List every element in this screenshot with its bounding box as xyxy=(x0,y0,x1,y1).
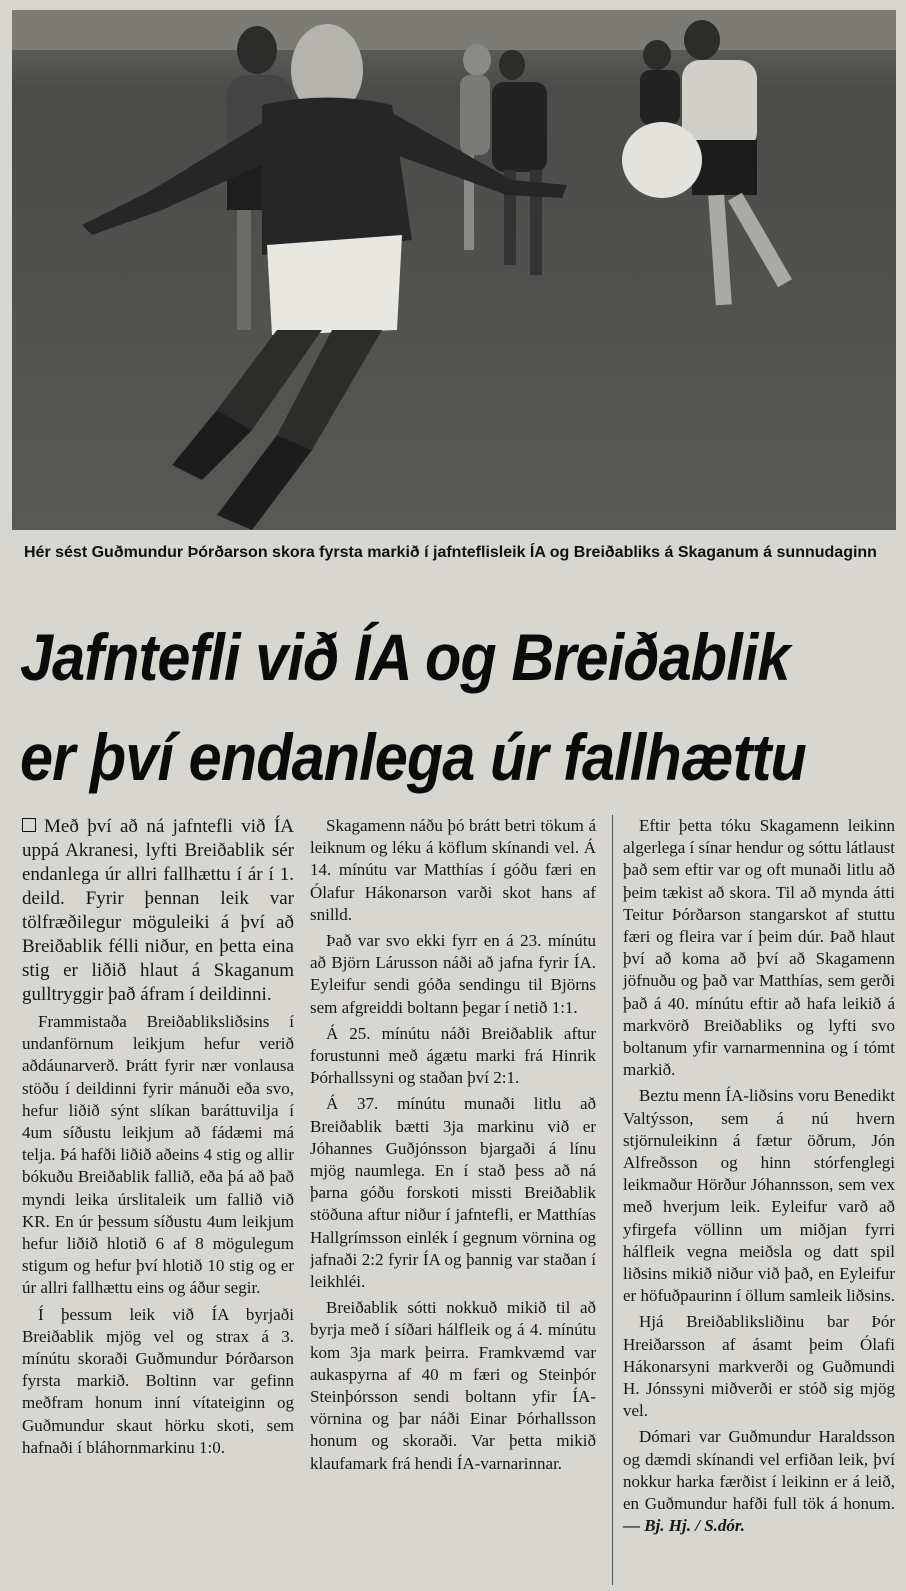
article-paragraph: Frammistaða Breiðabliksliðsins í undanförnum leikjum hefur verið aðdáunarverð. Þrátt fyrir nær vonlausa stöðu í deildinni fyrir mánuði eða svo, hefur liðið sýnt slíkan baráttuvilja í 4um síðustu leikjum að fádæmi má telja. Þá hafði liðið aðeins 4 stig og allir bókuðu Breiðablik fallið, eða þá að það myndi leika úrslitaleik um fallið við KR. En úr þessum síðustu 4um leikjum hefur liðið hlotið 6 af 8 mögulegum stigum og hefur því hlotið 10 stig og er úr allri fallhættu eins og áður segir. xyxy=(22,1012,294,1298)
match-photo xyxy=(12,10,896,530)
article-column-2 xyxy=(310,815,596,1585)
headline-line-1: Jafntefli við ÍA og Breiðablik xyxy=(20,620,790,694)
article-paragraph: Skagamenn náðu þó brátt betri tökum á leiknum og léku á köflum skínandi vel. Á 14. mínútu var Matthías í góðu færi en Ólafur Hákonarson varði skot hans af snilld. xyxy=(310,816,596,924)
article-paragraph: Það var svo ekki fyrr en á 23. mínútu að Björn Lárusson náði að jafna fyrir ÍA. Eyleifur sendi góða sendingu til Björns sem afgreiddi boltann þegar í netið 1:1. xyxy=(310,931,596,1017)
lead-paragraph: Með því að ná jafntefli við ÍA uppá Akranesi, lyfti Breiðablik sér endanlega úr allri fallhættu í ár í 1. deild. Fyrir þennan leik var tölfræðilegur möguleiki á því að Breiðablik félli niður, en þetta eina stig er liðið hlaut á Skaganum gulltryggir það áfram í deildinni. xyxy=(22,816,294,1005)
photo-caption: Hér sést Guðmundur Þórðarson skora fyrsta markið í jafnteflisleik ÍA og Breiðabliks á Skaganum á sunnudaginn xyxy=(24,544,877,561)
football-players-illustration xyxy=(12,10,896,530)
article-column-1 xyxy=(22,815,294,1585)
square-bullet-icon xyxy=(22,818,36,832)
headline-line-2: er því endanlega úr fallhættu xyxy=(20,720,806,794)
article-paragraph: Á 37. mínútu munaði litlu að Breiðablik bætti 3ja markinu við er Jóhannes Guðjónsson bjargaði á línu mjög naumlega. En í stað þess að ná þarna góðu forskoti missti Breiðablik stöðuna aftur niður í jafntefli, er Matthías Hallgrímsson einlék í gegnum vörnina og jafnaði 2:2 fyrir ÍA og þannig var staðan í leikhléi. xyxy=(310,1094,596,1292)
article-paragraph: Í þessum leik við ÍA byrjaði Breiðablik mjög vel og strax á 3. mínútu skoraði Guðmundur Þórðarson fyrsta markið. Boltinn var gefinn meðfram honum inní vítateiginn og Guðmundur skaut hörku skoti, sem hafnaði í bláhornmarkinu 1:0. xyxy=(22,1304,294,1457)
article-paragraph: Dómari var Guðmundur Haraldsson og dæmdi skínandi vel erfiðan leik, því nokkur harka færðist í leikinn er á leið, en Guðmundur hafði full tök á honum. — Bj. Hj. / S.dór. xyxy=(623,1427,895,1536)
article-paragraph: Á 25. mínútu náði Breiðablik aftur forustunni með ágætu marki frá Hinrik Þórhallssyni og staðan því 2:1. xyxy=(310,1023,596,1088)
article-paragraph: Eftir þetta tóku Skagamenn leikinn algerlega í sínar hendur og sóttu látlaust það sem eftir var og oft munaði litlu að þeim tækist að skora. Til að mynda átti Teitur Þórðarson stangarskot af stuttu færi og fleira var í þeim dúr. Það hlaut því að koma að því að Skagamenn jöfnuðu og það var Matthías, sem gerði það á 40. mínútu eftir að hafa leikið á markvörð Breiðabliks og lyfti svo boltanum yfir varnarmennina og í tómt markið. xyxy=(623,816,895,1080)
article-column-3 xyxy=(612,815,895,1585)
byline-signature: — Bj. Hj. / S.dór. xyxy=(623,1516,745,1536)
article-paragraph: Hjá Breiðabliksliðinu bar Þór Hreiðarsson af ásamt þeim Ólafi Hákonarsyni markverði og Guðmundi H. Jónssyni miðverði er stóð sig mjög vel. xyxy=(623,1312,895,1421)
article-paragraph: Beztu menn ÍA-liðsins voru Benedikt Valtýsson, sem á nú hvern stjörnuleikinn á fætur öðrum, Jón Alfreðsson og hinn stórfenglegi leikmaður Hörður Jóhannsson, sem vex með hverjum leik. Eyleifur varð að yfirgefa völlinn um miðjan fyrri hálfleik vegna meiðsla og datt spil liðsins mikið niður við það, en Eyleifur er höfuðpaurinn í öllum samleik liðsins. xyxy=(623,1086,895,1306)
article-paragraph: Breiðablik sótti nokkuð mikið til að byrja með í síðari hálfleik og á 4. mínútu kom 3ja mark þeirra. Framkvæmd var aukaspyrna af 40 m færi og Steinþór Steinþórsson sendi boltann yfir ÍA-vörnina og þar náði Einar Þórhallsson honum og skoraði. Var þetta mikið klaufamark frá hendi ÍA-varnarinnar. xyxy=(310,1298,596,1473)
